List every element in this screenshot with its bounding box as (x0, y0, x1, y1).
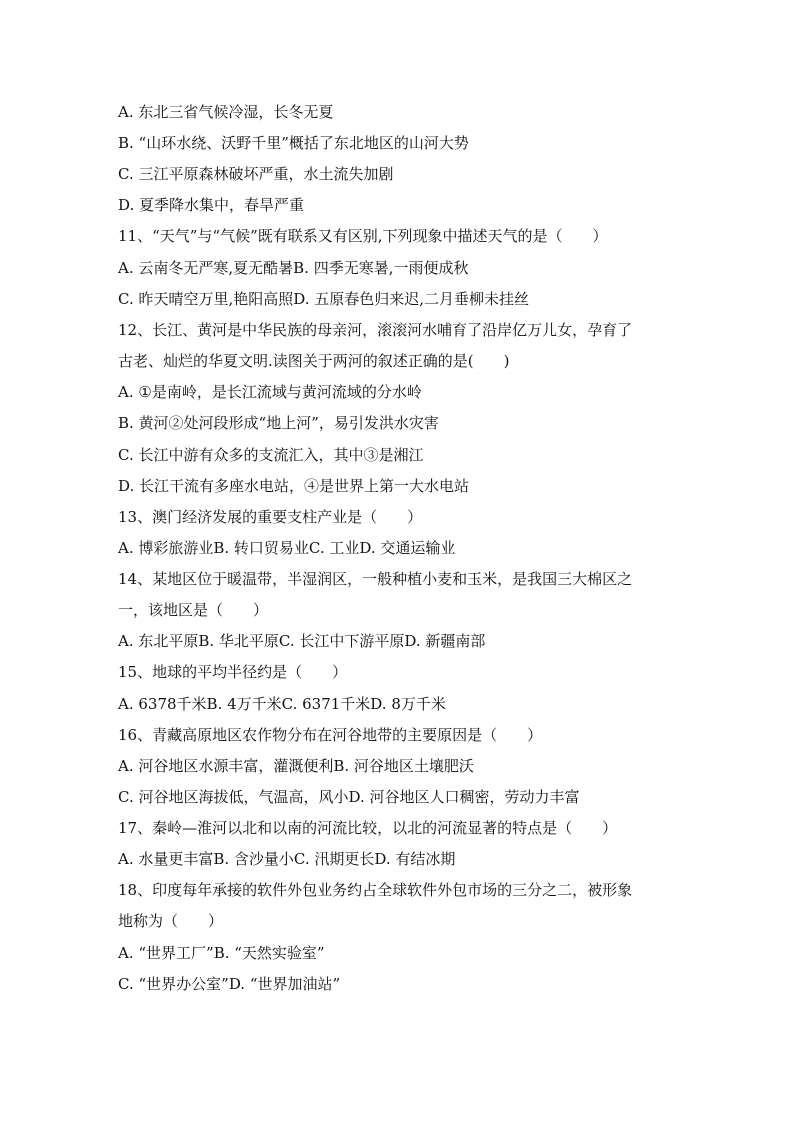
question-13: 13、澳门经济发展的重要支柱产业是（ ） (118, 508, 423, 526)
option-line: B. 黄河②处河段形成“地上河”，易引发洪水灾害 (118, 414, 439, 432)
option-line: A. “世界工厂”B. “天然实验室” (118, 944, 325, 962)
question-12-cont: 古老、灿烂的华夏文明.读图关于两河的叙述正确的是( ) (118, 352, 510, 370)
option-line: A. 水量更丰富B. 含沙量小C. 汛期更长D. 有结冰期 (118, 850, 456, 868)
question-18: 18、印度每年承接的软件外包业务约占全球软件外包市场的三分之二，被形象 (118, 881, 633, 899)
question-11: 11、“天气”与“气候”既有联系又有区别,下列现象中描述天气的是（ ） (118, 227, 608, 245)
option-line: A. 云南冬无严寒,夏无酷暑B. 四季无寒暑,一雨便成秋 (118, 259, 469, 277)
question-12: 12、长江、黄河是中华民族的母亲河，滚滚河水哺育了沿岸亿万儿女，孕育了 (118, 321, 633, 339)
option-line: D. 长江干流有多座水电站，④是世界上第一大水电站 (118, 477, 470, 495)
question-14: 14、某地区位于暖温带，半湿润区，一般种植小麦和玉米，是我国三大棉区之 (118, 570, 633, 588)
option-line: C. 长江中游有众多的支流汇入，其中③是湘江 (118, 446, 424, 464)
option-line: A. ①是南岭，是长江流域与黄河流域的分水岭 (118, 383, 422, 401)
option-line: C. 昨天晴空万里,艳阳高照D. 五原春色归来迟,二月垂柳未挂丝 (118, 290, 530, 308)
option-line: A. 博彩旅游业B. 转口贸易业C. 工业D. 交通运输业 (118, 539, 456, 557)
option-line: A. 河谷地区水源丰富，灌溉便利B. 河谷地区土壤肥沃 (118, 757, 474, 775)
option-line: A. 6378千米B. 4万千米C. 6371千米D. 8万千米 (118, 695, 446, 713)
question-15: 15、地球的平均半径约是（ ） (118, 663, 348, 681)
question-16: 16、青藏高原地区农作物分布在河谷地带的主要原因是（ ） (118, 726, 543, 744)
option-line: D. 夏季降水集中，春旱严重 (118, 196, 305, 214)
option-line: B. “山环水绕、沃野千里”概括了东北地区的山河大势 (118, 134, 469, 152)
question-14-cont: 一，该地区是（ ） (118, 601, 269, 619)
option-line: A. 东北平原B. 华北平原C. 长江中下游平原D. 新疆南部 (118, 632, 486, 650)
option-line: C. “世界办公室”D. “世界加油站” (118, 975, 341, 993)
option-line: C. 三江平原森林破坏严重，水土流失加剧 (118, 165, 394, 183)
question-17: 17、秦岭—淮河以北和以南的河流比较，以北的河流显著的特点是（ ） (118, 819, 618, 837)
question-18-cont: 地称为（ ） (118, 912, 224, 930)
option-line: C. 河谷地区海拔低，气温高，风小D. 河谷地区人口稠密，劳动力丰富 (118, 788, 580, 806)
option-line: A. 东北三省气候冷湿，长冬无夏 (118, 103, 334, 121)
